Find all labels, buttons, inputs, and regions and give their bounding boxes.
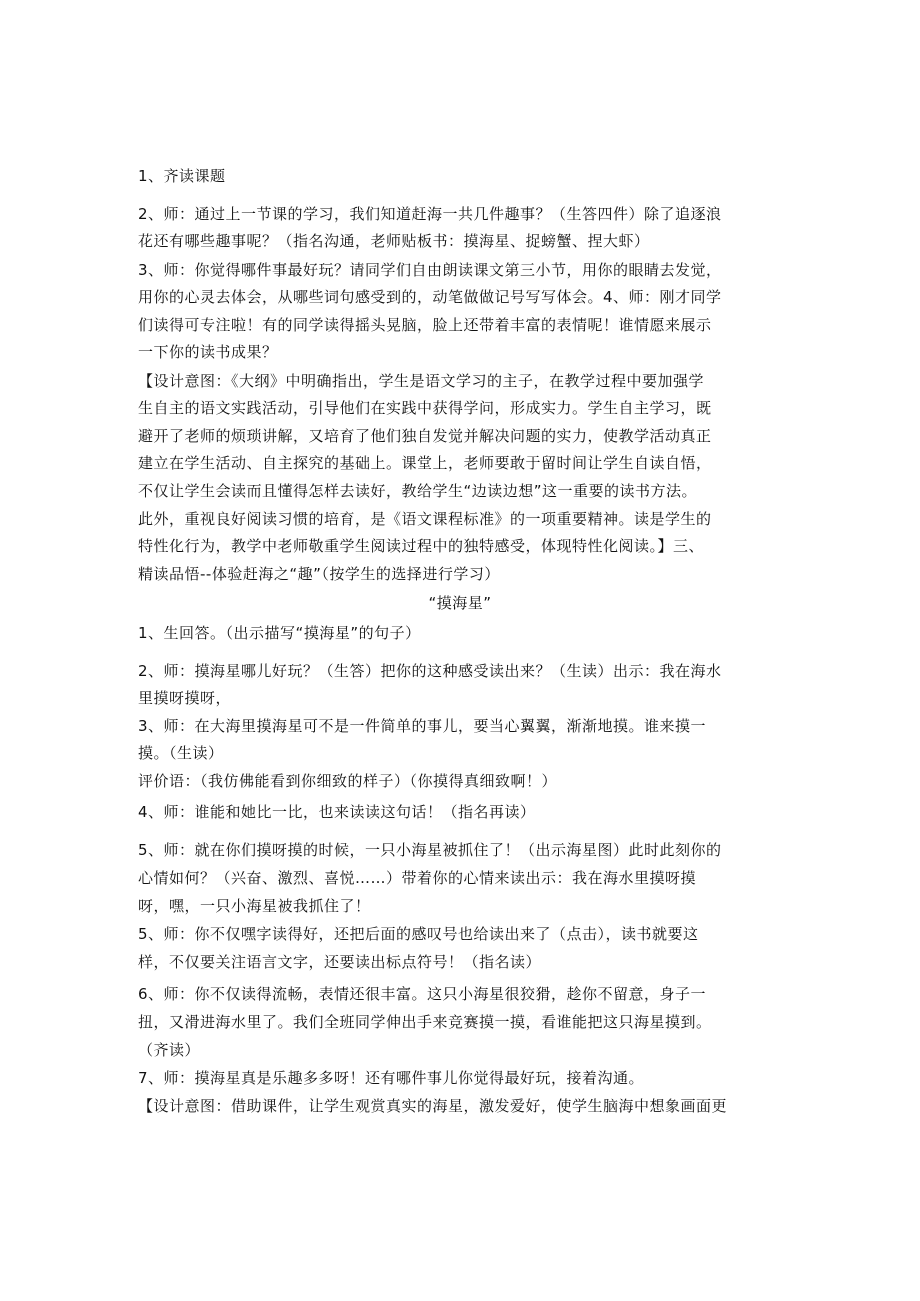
- text-line: 6、师：你不仅读得流畅，表情还很丰富。这只小海星很狡猾，趁你不留意，身子一: [138, 985, 707, 1003]
- section-heading: 精读品悟--体验赶海之“趣”（按学生的选择进行学习）: [138, 565, 500, 583]
- text-line: 避开了老师的烦琐讲解，又培育了他们独自发觉并解决问题的实力，使教学活动真正: [138, 427, 712, 445]
- text-line: 不仅让学生会读而且懂得怎样去读好，教给学生“边读边想”这一重要的读书方法。: [138, 482, 698, 500]
- text-line: 生自主的语文实践活动，引导他们在实践中获得学问，形成实力。学生自主学习，既: [138, 399, 712, 417]
- text-line: 建立在学生活动、自主探究的基础上。课堂上，老师要敢于留时间让学生自读自悟，: [138, 454, 712, 472]
- text-line: 样，不仅要关注语言文字，还要读出标点符号！（指名读）: [138, 953, 542, 971]
- text-line: 一下你的读书成果？: [138, 343, 278, 361]
- text-line: 1、齐读课题: [138, 167, 226, 185]
- text-line: 2、师：通过上一节课的学习，我们知道赶海一共几件趣事？（生答四件）除了追逐浪: [138, 205, 722, 223]
- text-line: 4、师：谁能和她比一比，也来读读这句话！（指名再读）: [138, 803, 536, 821]
- text-line: （齐读）: [138, 1041, 201, 1059]
- text-line: 花还有哪些趣事呢？（指名沟通，老师贴板书：摸海星、捉螃蟹、捏大虾）: [138, 232, 650, 250]
- text-line: 3、师：你觉得哪件事最好玩？请同学们自由朗读课文第三小节，用你的眼睛去发觉，: [138, 261, 722, 279]
- text-line: 用你的心灵去体会，从哪些词句感受到的，动笔做做记号写写体会。4、师：刚才同学: [138, 288, 722, 306]
- text-line: 5、师：就在你们摸呀摸的时候，一只小海星被抓住了！（出示海星图）此时此刻你的: [138, 841, 722, 859]
- text-line: 评价语：（我仿佛能看到你细致的样子）（你摸得真细致啊！）: [138, 772, 558, 790]
- text-line: 1、生回答。（出示描写“摸海星”的句子）: [138, 624, 421, 642]
- text-line: 5、师：你不仅嘿字读得好，还把后面的感叹号也给读出来了（点击），读书就要这: [138, 925, 699, 943]
- design-intent-paragraph: 【设计意图：借助课件，让学生观赏真实的海星，激发爱好，使学生脑海中想象画面更: [138, 1097, 728, 1115]
- text-line: 呀，嘿，一只小海星被我抓住了！: [138, 897, 371, 915]
- text-line: 特性化行为，教学中老师敬重学生阅读过程中的独特感受，体现特性化阅读。】三、: [138, 537, 705, 555]
- text-line: 3、师：在大海里摸海星可不是一件简单的事儿，要当心翼翼，渐渐地摸。谁来摸一: [138, 717, 707, 735]
- text-line: 2、师：摸海星哪儿好玩？（生答）把你的这种感受读出来？（生读）出示：我在海水: [138, 662, 722, 680]
- text-line: 里摸呀摸呀，: [138, 689, 232, 707]
- text-line: 摸。（生读）: [138, 744, 224, 762]
- text-line: 扭，又滑进海水里了。我们全班同学伸出手来竞赛摸一摸，看谁能把这只海星摸到。: [138, 1013, 712, 1031]
- text-line: 7、师：摸海星真是乐趣多多呀！还有哪件事儿你觉得最好玩，接着沟通。: [138, 1069, 645, 1087]
- design-intent-paragraph: 【设计意图：《大纲》中明确指出，学生是语文学习的主子，在教学过程中要加强学: [138, 372, 705, 390]
- subsection-title: “摸海星”: [428, 594, 492, 612]
- text-line: 此外，重视良好阅读习惯的培育，是《语文课程标准》的一项重要精神。读是学生的: [138, 510, 712, 528]
- text-line: 们读得可专注啦！有的同学读得摇头晃脑，脸上还带着丰富的表情呢！谁情愿来展示: [138, 316, 712, 334]
- text-line: 心情如何？（兴奋、激烈、喜悦……）带着你的心情来读出示：我在海水里摸呀摸: [138, 869, 697, 887]
